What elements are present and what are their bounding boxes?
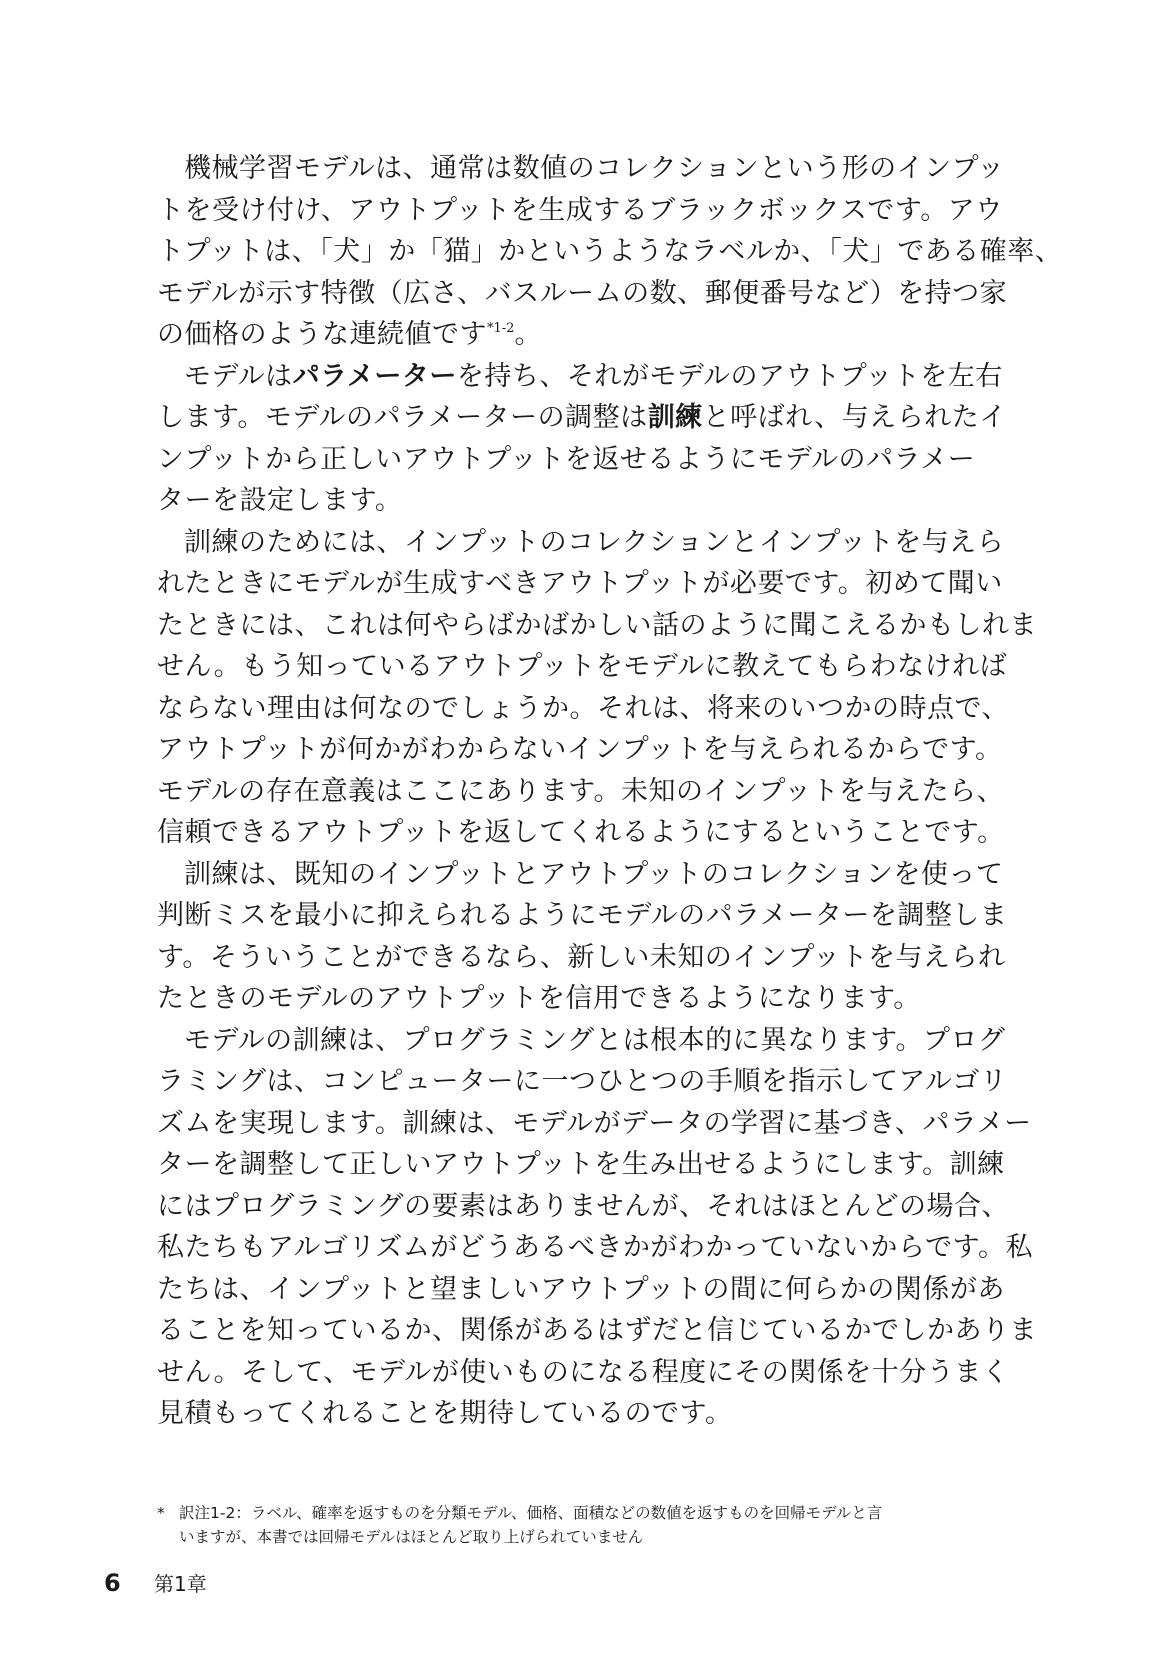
text-line-6-end: を持ち、それがモデルのアウトプットを左右 — [456, 360, 1003, 392]
text-line-5 — [157, 314, 957, 356]
text-line-7 — [157, 397, 1007, 439]
text-line-26: にはプログラミングの要素はありませんが、それはほとんどの場合、 — [157, 1190, 1009, 1222]
text-line-19: 判断ミスを最小に抑えられるようにモデルのパラメーターを調整しま — [157, 900, 1008, 931]
text-line-23: ラミングは、コンピューターに一つひとつの手順を指示してアルゴリ — [157, 1066, 1008, 1097]
text-line-8: ンプットから正しいアウトプットを返せるようにモデルのパラメー — [157, 443, 976, 475]
footnote-line-2: いますが、本書では回帰モデルはほとんど取り上げられていません — [179, 1528, 644, 1546]
text-line-31: 見積もってくれることを期待しているのです。 — [157, 1398, 733, 1429]
text-line-5-main: の価格のような連続値です — [157, 319, 487, 350]
footnote-marker: * — [157, 1504, 165, 1522]
text-line-11: れたときにモデルが生成すべきアウトプットが必要です。初めて聞い — [157, 568, 1003, 599]
text-line-22: モデルの訓練は、プログラミングとは根本的に異なります。プログ — [184, 1024, 1006, 1056]
text-line-1: 機械学習モデルは、通常は数値のコレクションという形のインプッ — [184, 153, 1005, 184]
text-line-29: ることを知っているか、関係があるはずだと信じているかでしかありま — [157, 1315, 1037, 1346]
text-line-17: 信頼できるアウトプットを返してくれるようにするということです。 — [157, 817, 1005, 848]
text-line-3: トプットは、「犬」か「猫」かというようなラベルか、「犬」である確率、 — [157, 236, 1063, 267]
page-footer — [104, 1565, 207, 1601]
text-line-10: 訓練のためには、インプットのコレクションとインプットを与えら — [184, 526, 1005, 558]
text-line-15: アウトプットが何かがわからないインプットを与えられるからです。 — [157, 734, 1003, 765]
term-parameter: パラメーター — [292, 360, 457, 392]
text-line-25: ターを調整して正しいアウトプットを生み出せるようにします。訓練 — [157, 1149, 1005, 1180]
main-text — [157, 148, 1063, 1435]
text-line-16: モデルの存在意義はここにあります。未知のインプットを与えたら、 — [157, 775, 1005, 807]
footnote-text-1: 訳注1-2：ラベル、確率を返すものを分類モデル、価格、面積などの数値を返すものを回帰モデルと言 — [179, 1504, 883, 1522]
text-line-27: 私たちもアルゴリズムがどうあるべきかがわかっていないからです。私 — [157, 1232, 1033, 1263]
text-line-21: たときのモデルのアウトプットを信用できるようになります。 — [157, 983, 921, 1014]
text-line-20: す。そういうことができるなら、新しい未知のインプットを与えられ — [157, 941, 1006, 973]
chapter-label: 第1章 — [154, 1572, 207, 1596]
text-line-2: トを受け付け、アウトプットを生成するブラックボックスです。アウ — [157, 194, 1003, 226]
term-training: 訓練 — [647, 402, 703, 433]
text-line-9: ターを設定します。 — [157, 485, 403, 516]
text-line-7-end: と呼ばれ、与えられたイ — [702, 402, 1007, 433]
text-line-5-end: 。 — [514, 319, 542, 350]
page-number: 6 — [104, 1569, 121, 1597]
text-line-6 — [157, 356, 1003, 398]
text-line-6-start: モデルは — [184, 360, 293, 392]
text-line-18: 訓練は、既知のインプットとアウトプットのコレクションを使って — [184, 858, 1004, 890]
text-line-4: モデルが示す特徴（広さ、バスルームの数、郵便番号など）を持つ家 — [157, 277, 1008, 309]
footnote-reference[interactable]: *1-2 — [487, 321, 515, 336]
footnote — [157, 1501, 957, 1549]
text-line-13: せん。もう知っているアウトプットをモデルに教えてもらわなければ — [157, 651, 1008, 682]
text-line-30: せん。そして、モデルが使いものになる程度にその関係を十分うまく — [157, 1356, 1010, 1388]
text-line-24: ズムを実現します。訓練は、モデルがデータの学習に基づき、パラメー — [157, 1107, 1032, 1139]
text-line-7-start: します。モデルのパラメーターの調整は — [157, 402, 648, 433]
footnote-line-1 — [157, 1501, 957, 1525]
text-line-12: たときには、これは何やらばかばかしい話のように聞こえるかもしれま — [157, 609, 1037, 641]
text-line-28: たちは、インプットと望ましいアウトプットの間に何らかの関係があ — [157, 1273, 1005, 1305]
text-line-14: ならない理由は何なのでしょうか。それは、将来のいつかの時点で、 — [157, 692, 1009, 724]
